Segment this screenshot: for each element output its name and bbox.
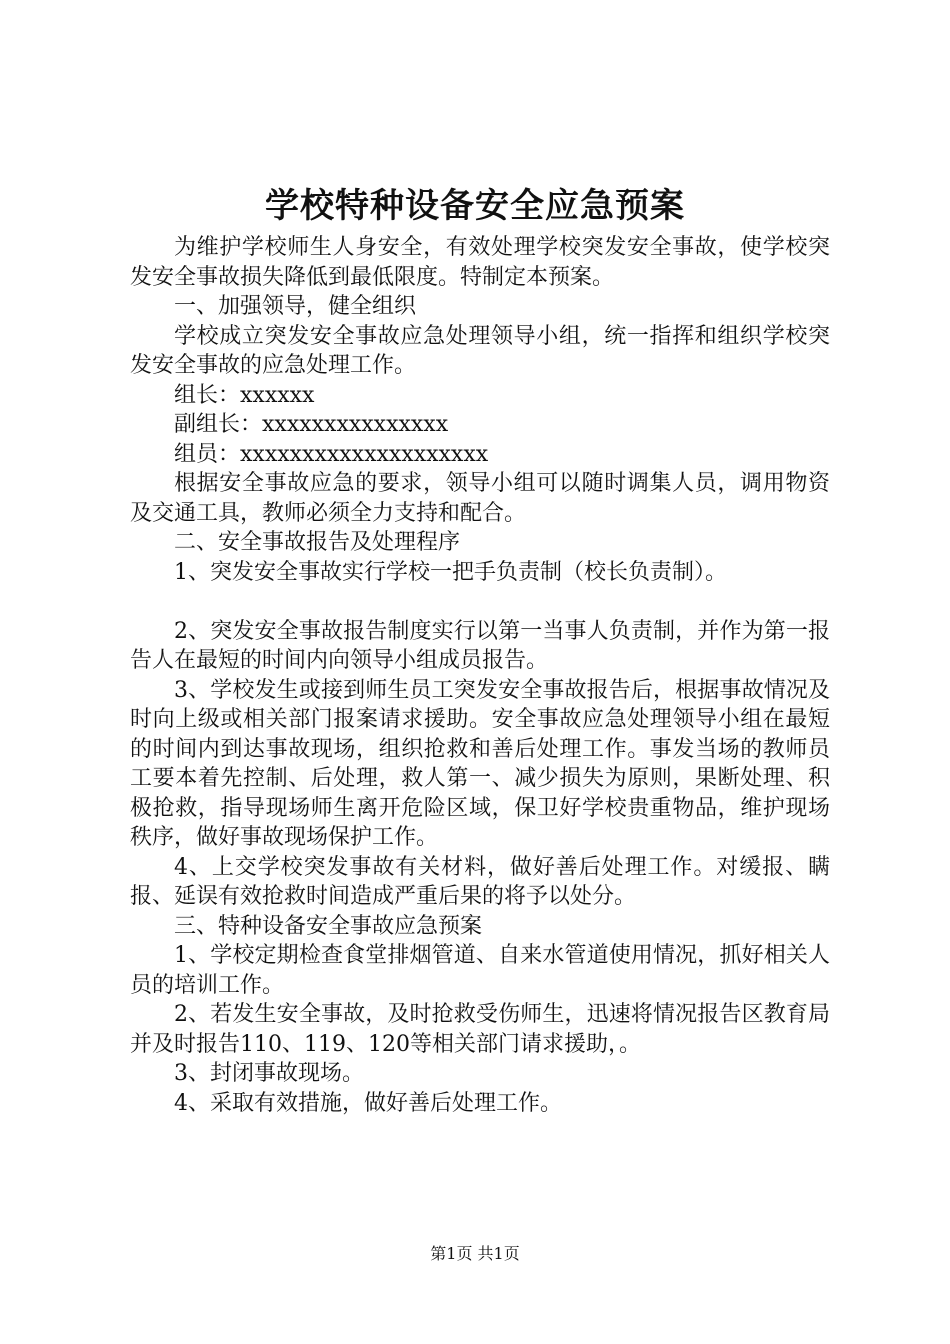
paragraph: 学校成立突发安全事故应急处理领导小组，统一指挥和组织学校突发安全事故的应急处理工作。 [130, 323, 830, 378]
list-item: 4、上交学校突发事故有关材料，做好善后处理工作。对缓报、瞒报、延误有效抢救时间造成严重后果的将予以处分。 [130, 854, 830, 909]
paragraph: 根据安全事故应急的要求，领导小组可以随时调集人员，调用物资及交通工具，教师必须全力支持和配合。 [130, 471, 830, 526]
blank-line [130, 587, 830, 617]
list-item: 2、突发安全事故报告制度实行以第一当事人负责制，并作为第一报告人在最短的时间内向领导小组成员报告。 [130, 618, 830, 673]
section-heading-3: 三、特种设备安全事故应急预案 [174, 913, 483, 939]
deputy-leader-line: 副组长：xxxxxxxxxxxxxxx [174, 412, 449, 437]
list-item: 4、采取有效措施，做好善后处理工作。 [174, 1090, 562, 1116]
list-item: 3、封闭事故现场。 [174, 1061, 364, 1086]
list-item: 1、学校定期检查食堂排烟管道、自来水管道使用情况，抓好相关人员的培训工作。 [130, 943, 830, 998]
list-item: 1、突发安全事故实行学校一把手负责制（校长负责制）。 [174, 559, 727, 585]
list-item: 3、学校发生或接到师生员工突发安全事故报告后，根据事故情况及时向上级或相关部门报案请求援助。安全事故应急处理领导小组在最短的时间内到达事故现场，组织抢救和善后处理工作。事发当场的教师员工要本着先控制、后处理，救人第一、减少损失为原则，果断处理、积极抢救，指导现场师生离开危险区域，保卫好学校贵重物品，维护现场秩序，做好事故现场保护工作。 [130, 677, 830, 850]
page-number-footer: 第1页 共1页 [430, 1244, 520, 1263]
list-item: 2、若发生安全事故，及时抢救受伤师生，迅速将情况报告区教育局并及时报告110、119、120等相关部门请求援助，。 [130, 1002, 830, 1057]
section-heading-1: 一、加强领导，健全组织 [174, 294, 417, 319]
team-leader-line: 组长：xxxxxx [174, 382, 315, 408]
document-body [130, 233, 830, 1118]
members-line: 组员：xxxxxxxxxxxxxxxxxxxx [174, 441, 489, 467]
document-title: 学校特种设备安全应急预案 [265, 186, 685, 226]
intro-paragraph: 为维护学校师生人身安全，有效处理学校突发安全事故，使学校突发安全事故损失降低到最低限度。特制定本预案。 [130, 235, 830, 290]
section-heading-2: 二、安全事故报告及处理程序 [174, 530, 461, 555]
